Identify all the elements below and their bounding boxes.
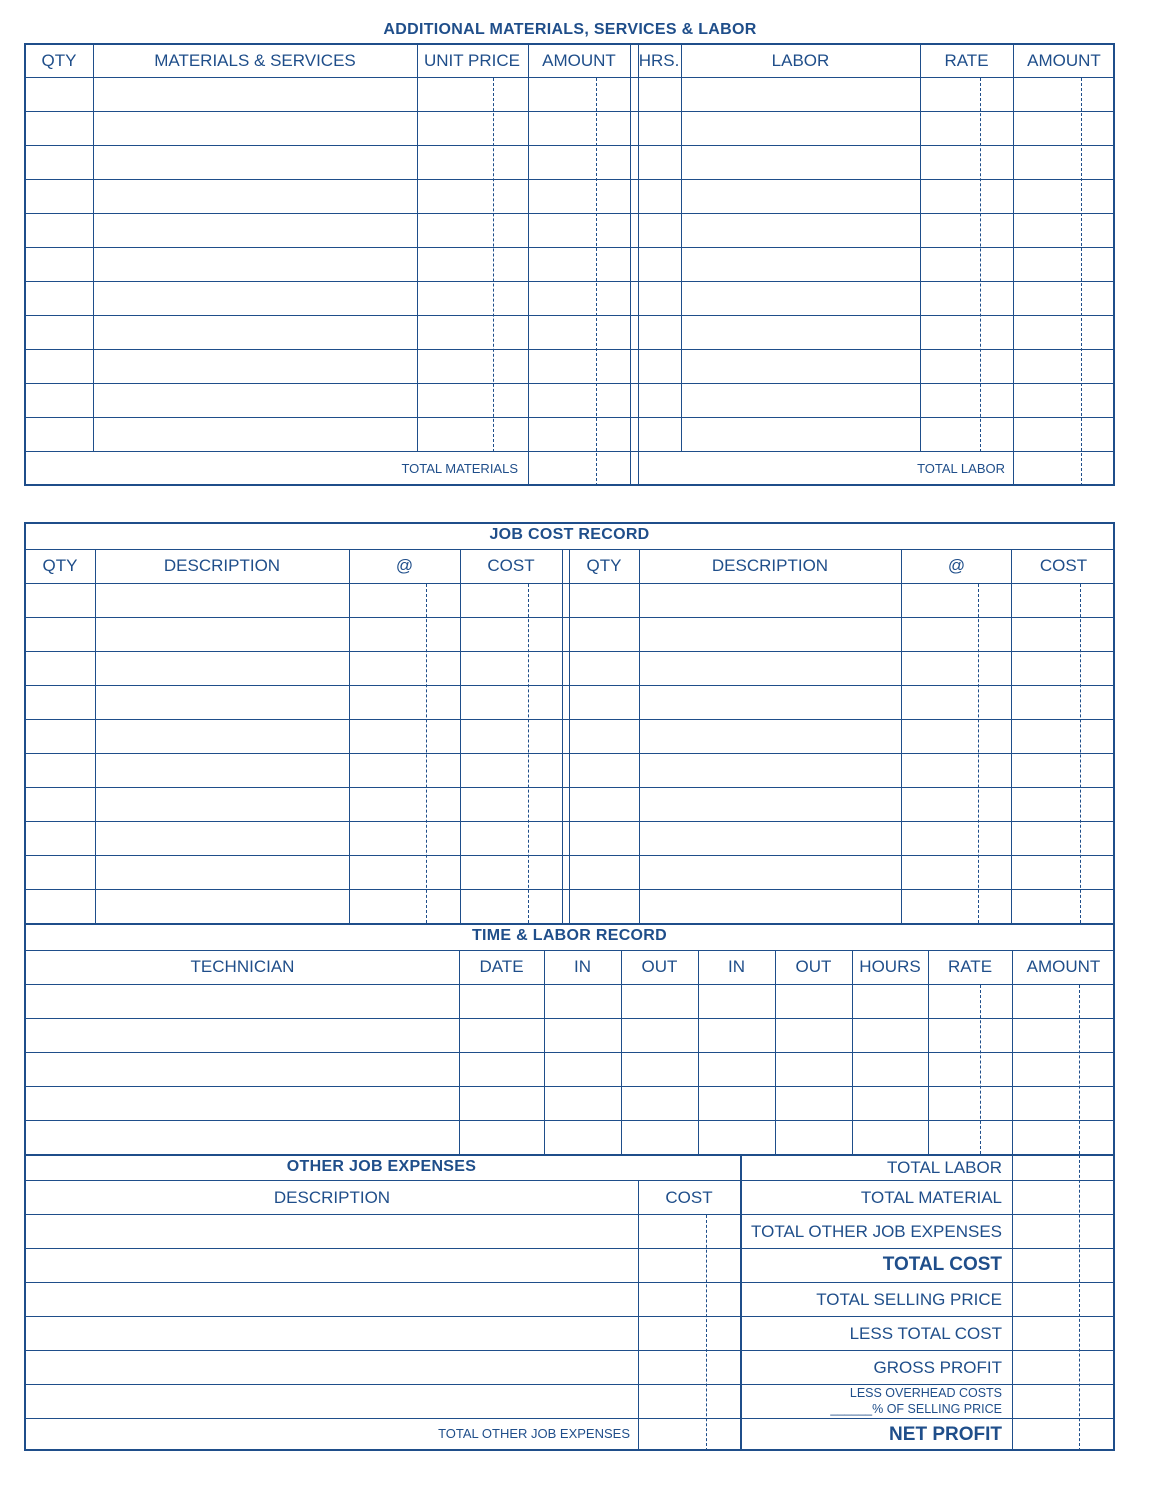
tl-col-hours: HOURS: [859, 957, 921, 976]
other-expenses-title: OTHER JOB EXPENSES: [286, 1158, 477, 1175]
col-materials-services: MATERIALS & SERVICES: [154, 51, 356, 70]
tl-col-out-2: OUT: [795, 957, 832, 976]
tl-col-technician: TECHNICIAN: [190, 957, 295, 976]
summary-gross-profit: GROSS PROFIT: [873, 1358, 1002, 1377]
jc-col-qty-left: QTY: [42, 556, 78, 575]
col-qty: QTY: [41, 51, 77, 70]
total-materials-label: TOTAL MATERIALS: [401, 461, 518, 476]
col-unit-price: UNIT PRICE: [423, 51, 521, 70]
col-rate: RATE: [944, 51, 989, 70]
additional-materials-table: [24, 43, 1115, 486]
tl-col-in-1: IN: [574, 957, 591, 976]
summary-less-overhead-line1: LESS OVERHEAD COSTS: [849, 1386, 1002, 1400]
jc-col-cost-left: COST: [487, 556, 535, 575]
col-hrs: HRS.: [638, 51, 680, 70]
tl-col-date: DATE: [479, 957, 524, 976]
additional-title: ADDITIONAL MATERIALS, SERVICES & LABOR: [383, 21, 757, 38]
summary-less-overhead-line2: ______% OF SELLING PRICE: [830, 1402, 1002, 1416]
col-labor: LABOR: [771, 51, 830, 70]
summary-total-selling: TOTAL SELLING PRICE: [816, 1290, 1002, 1309]
oe-col-cost: COST: [665, 1188, 713, 1207]
job-cost-title: JOB COST RECORD: [489, 526, 650, 543]
jc-col-at-left: @: [395, 556, 414, 575]
jc-col-cost-right: COST: [1039, 556, 1088, 575]
total-other-expenses-label: TOTAL OTHER JOB EXPENSES: [438, 1426, 630, 1441]
tl-col-rate: RATE: [947, 957, 993, 976]
summary-less-total-cost: LESS TOTAL COST: [849, 1324, 1002, 1343]
tl-col-amount: AMOUNT: [1026, 957, 1101, 976]
summary-total-labor: TOTAL LABOR: [887, 1158, 1002, 1177]
col-amount-materials: AMOUNT: [542, 51, 616, 70]
summary-total-material: TOTAL MATERIAL: [860, 1188, 1002, 1207]
jc-col-description-right: DESCRIPTION: [711, 556, 829, 575]
jc-col-at-right: @: [947, 556, 966, 575]
summary-total-other: TOTAL OTHER JOB EXPENSES: [751, 1222, 1002, 1241]
summary-total-cost: TOTAL COST: [882, 1254, 1002, 1275]
time-labor-title: TIME & LABOR RECORD: [471, 927, 668, 944]
tl-col-in-2: IN: [728, 957, 745, 976]
total-labor-label: TOTAL LABOR: [917, 461, 1005, 476]
tl-col-out-1: OUT: [641, 957, 678, 976]
jc-col-qty-right: QTY: [586, 556, 622, 575]
jc-col-description-left: DESCRIPTION: [163, 556, 281, 575]
job-cost-form: [24, 522, 1115, 1451]
summary-net-profit: NET PROFIT: [889, 1424, 1002, 1445]
col-amount-labor: AMOUNT: [1027, 51, 1101, 70]
oe-col-description: DESCRIPTION: [273, 1188, 391, 1207]
